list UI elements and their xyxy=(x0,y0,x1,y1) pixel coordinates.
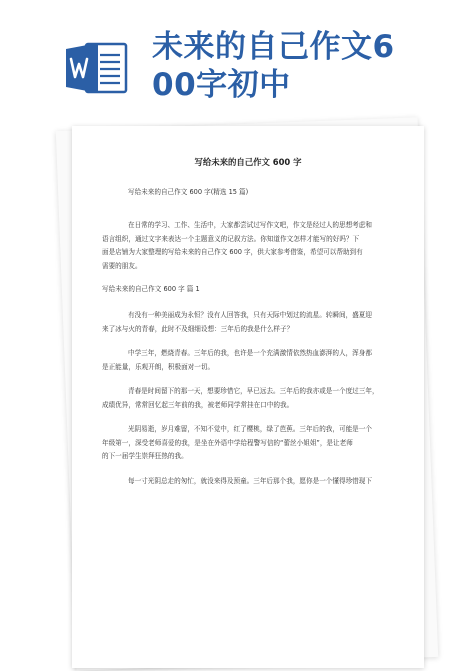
section-heading: 写给未来的自己作文 600 字 篇 1 xyxy=(102,285,200,293)
page-title xyxy=(152,28,464,104)
intro-line: 面是店铺为大家整理的写给未来的自己作文 600 字，供大家参考借鉴，希望可以帮助到有 xyxy=(102,248,363,256)
document-title: 写给未来的自己作文 600 字 xyxy=(194,157,302,167)
paragraph-line: 年级第一，深受老师喜爱的我，是坐在外语中学给程警写信的“蕾丝小姐姐”，是让老师 xyxy=(102,438,353,447)
paragraph-line: 有没有一种美丽成为永恒？没有人回答我，只有天际中划过的流星。转瞬间，盛夏迎 xyxy=(128,311,372,319)
body-paragraph xyxy=(102,423,372,464)
intro-paragraph xyxy=(102,219,372,273)
intro-line: 需要的朋友。 xyxy=(102,261,142,270)
paragraph-line: 中学三年，燃烧青春。三年后的我，也许是一个充满激情依然热血澎湃的人，浑身都 xyxy=(128,349,372,357)
word-document-icon xyxy=(64,40,130,96)
intro-line: 在日常的学习、工作、生活中，大家都尝试过写作文吧，作文是经过人的思想考虑和 xyxy=(128,221,372,229)
title-line-2: 00字初中 xyxy=(152,67,291,103)
paragraph-line: 每一寸光阴总走的匆忙，就没来得及预童。三年后那个我，愿你是一个懂得珍惜现下 xyxy=(128,477,372,485)
title-line-1: 未来的自己作文6 xyxy=(152,29,395,65)
page-header xyxy=(0,0,474,110)
paragraph-line: 来了冰与火的青春，此时不及细细设想：三年后的我是什么样子？ xyxy=(102,324,294,333)
intro-line: 语言组织，通过文字来表达一个主题意义的记叙方法。你知道作文怎样才能写的好吗？下 xyxy=(102,234,360,243)
paragraph-line: 是正能量，乐观开朗，积极面对一切。 xyxy=(102,362,215,371)
paragraph-line: 成绩优异，常常回忆起三年前的我，被老师同学常挂在口中的我。 xyxy=(102,400,294,409)
paragraph-line: 青春是时间留下的那一天，想要珍惜它，早已远去。三年后的我亦或是一个度过三年， xyxy=(128,387,379,395)
paragraph-line: 光阴易逝，岁月难留，不知不觉中，红了樱桃，绿了芭蕉。三年后的我，可能是一个 xyxy=(128,425,372,433)
body-paragraph xyxy=(102,385,379,412)
document-preview-sheet xyxy=(72,126,424,668)
body-paragraph xyxy=(102,347,372,374)
document-subtitle: 写给未来的自己作文 600 字(精选 15 篇) xyxy=(128,188,249,196)
paragraph-line: 的下一届学生崇拜狂热的我。 xyxy=(102,452,188,460)
body-paragraph xyxy=(102,309,372,336)
body-paragraph xyxy=(102,475,372,489)
